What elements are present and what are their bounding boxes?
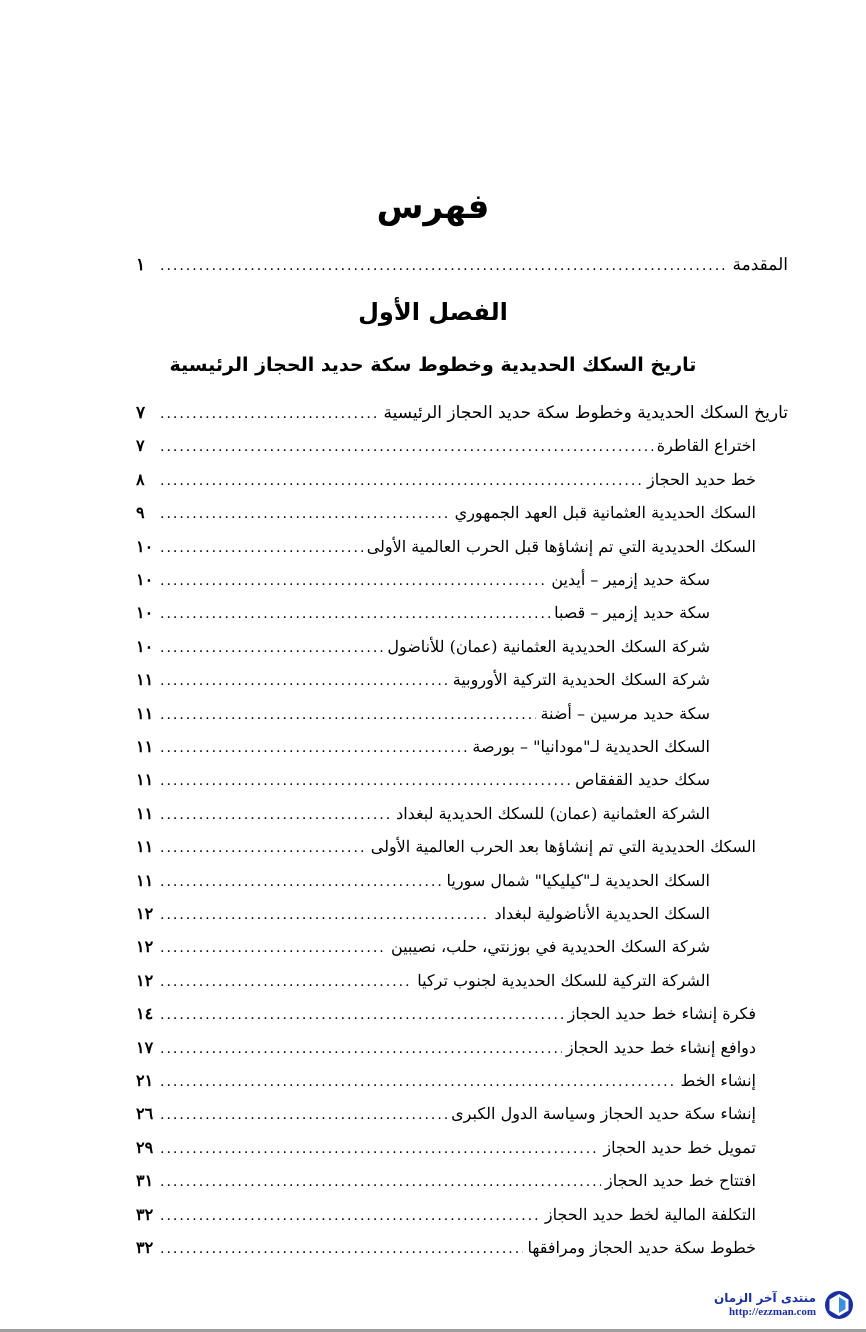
toc-dot-leader [160, 1100, 447, 1129]
toc-entry-page: ٨ [136, 470, 145, 489]
toc-entry-page: ١ [136, 255, 146, 275]
toc-entry-page: ٣٢ [136, 1238, 154, 1257]
toc-entry[interactable] [136, 1099, 756, 1129]
toc-entry-page: ٣٢ [136, 1205, 154, 1224]
toc-entry-page: ١٧ [136, 1038, 154, 1057]
toc-entry-label: شركة السكك الحديدية العثمانية (عمان) للأناضول [387, 637, 710, 656]
toc-dot-leader [160, 633, 383, 662]
toc-entry-label: افتتاح خط حديد الحجاز [604, 1171, 756, 1190]
toc-dot-leader [160, 1134, 599, 1163]
toc-entry-label: خطوط سكة حديد الحجاز ومرافقها [527, 1238, 756, 1257]
toc-entry-label: إنشاء الخط [680, 1071, 756, 1090]
toc-entry[interactable] [136, 498, 756, 528]
toc-entry-page: ١٢ [136, 937, 154, 956]
toc-entry-label: السكك الحديدية لـ"كيليكيا" شمال سوريا [446, 871, 710, 890]
toc-dot-leader [160, 1234, 523, 1263]
toc-dot-leader [160, 967, 413, 996]
toc-entry-label: السكك الحديدية العثمانية قبل العهد الجمهوري [454, 503, 756, 522]
toc-dot-leader [160, 499, 451, 528]
toc-entry-page: ١١ [136, 704, 154, 723]
toc-entry-label: الشركة التركية للسكك الحديدية لجنوب تركيا [417, 971, 710, 990]
toc-dot-leader [160, 466, 643, 495]
toc-entry[interactable] [136, 699, 710, 729]
watermark-name: منتدى آخر الزمان [714, 1291, 816, 1305]
toc-entry-label: السكك الحديدية الأناضولية لبغداد [494, 904, 710, 923]
toc-entry-page: ٩ [136, 503, 145, 522]
toc-dot-leader [160, 432, 653, 461]
toc-entry[interactable] [136, 632, 710, 662]
toc-entry-label: اختراع القاطرة [656, 436, 756, 455]
toc-entry[interactable] [136, 899, 710, 929]
toc-entry[interactable] [136, 665, 710, 695]
toc-entry[interactable] [136, 832, 756, 862]
toc-entry-page: ١٠ [136, 570, 154, 589]
toc-entry[interactable] [136, 1233, 756, 1263]
hexagon-logo-icon [824, 1290, 854, 1320]
toc-dot-leader [160, 251, 729, 280]
toc-entry[interactable] [136, 966, 710, 996]
toc-entry[interactable] [136, 1200, 756, 1230]
toc-entry-label: سكة حديد إزمير – قصبا [554, 603, 710, 622]
toc-entry-page: ١١ [136, 737, 154, 756]
toc-entry[interactable] [136, 999, 756, 1029]
toc-dot-leader [160, 533, 363, 562]
toc-entry-page: ١١ [136, 871, 154, 890]
toc-entry[interactable] [136, 732, 710, 762]
toc-dot-leader [160, 833, 367, 862]
toc-dot-leader [160, 1201, 541, 1230]
toc-entry-label: إنشاء سكة حديد الحجاز وسياسة الدول الكبرى [451, 1104, 756, 1123]
toc-entry[interactable] [136, 799, 710, 829]
toc-entry-page: ١٢ [136, 904, 154, 923]
toc-entry-label: خط حديد الحجاز [647, 470, 756, 489]
toc-entry-page: ٣١ [136, 1171, 154, 1190]
toc-entry-label: تمويل خط حديد الحجاز [603, 1138, 756, 1157]
toc-entry[interactable] [136, 765, 710, 795]
toc-entry-page: ١٤ [136, 1004, 154, 1023]
toc-entry[interactable] [136, 932, 710, 962]
toc-dot-leader [160, 900, 490, 929]
toc-entry-label: سكة حديد إزمير – أيدين [551, 570, 710, 589]
toc-entry[interactable] [136, 866, 710, 896]
toc-entry[interactable] [136, 1066, 756, 1096]
toc-entry-label: سكك حديد القفقاص [575, 770, 710, 789]
toc-dot-leader [160, 566, 547, 595]
toc-dot-leader [160, 1000, 564, 1029]
chapter-title: الفصل الأول [358, 298, 508, 326]
watermark-url[interactable]: http://ezzman.com [728, 1306, 816, 1318]
toc-dot-leader [160, 1067, 677, 1096]
chapter-subtitle: تاريخ السكك الحديدية وخطوط سكة حديد الحجاز الرئيسية [169, 354, 697, 376]
toc-entry-label: تاريخ السكك الحديدية وخطوط سكة حديد الحجاز الرئيسية [383, 403, 788, 423]
toc-entry[interactable] [136, 1033, 756, 1063]
toc-dot-leader [160, 766, 571, 795]
toc-entry[interactable] [136, 532, 756, 562]
toc-entry[interactable] [136, 565, 710, 595]
toc-entry-label: السكك الحديدية التي تم إنشاؤها قبل الحرب العالمية الأولى [366, 537, 756, 556]
toc-entry[interactable] [136, 1166, 756, 1196]
toc-dot-leader [160, 599, 550, 628]
toc-entry-page: ١١ [136, 837, 154, 856]
toc-entry-label: فكرة إنشاء خط حديد الحجاز [567, 1004, 756, 1023]
watermark [714, 1288, 854, 1322]
toc-entry-page: ١١ [136, 770, 154, 789]
toc-entry-page: ١٠ [136, 537, 154, 556]
toc-dot-leader [160, 666, 449, 695]
toc-entry-page: ٧ [136, 403, 146, 423]
page-title: فهرس [376, 187, 490, 227]
toc-entry-label: المقدمة [732, 255, 788, 275]
toc-entry-page: ١٠ [136, 637, 154, 656]
toc-entry[interactable] [136, 431, 756, 461]
toc-dot-leader [160, 933, 387, 962]
toc-entry-page: ١١ [136, 804, 154, 823]
toc-entry[interactable] [136, 398, 788, 428]
toc-entry-label: شركة السكك الحديدية في بوزنتي، حلب، نصيبين [390, 937, 710, 956]
toc-entry-label: الشركة العثمانية (عمان) للسكك الحديدية لبغداد [396, 804, 710, 823]
toc-dot-leader [160, 1167, 601, 1196]
toc-dot-leader [160, 1034, 562, 1063]
toc-entry[interactable] [136, 598, 710, 628]
toc-entry-label: شركة السكك الحديدية التركية الأوروبية [452, 670, 710, 689]
toc-dot-leader [160, 800, 392, 829]
toc-entry-label: السكك الحديدية لـ"مودانيا" – بورصة [472, 737, 710, 756]
toc-entry-page: ١١ [136, 670, 154, 689]
toc-entry[interactable] [136, 465, 756, 495]
toc-entry-page: ١٠ [136, 603, 154, 622]
toc-entry-label: دوافع إنشاء خط حديد الحجاز [565, 1038, 756, 1057]
toc-dot-leader [160, 700, 536, 729]
toc-dot-leader [160, 399, 379, 428]
toc-dot-leader [160, 733, 468, 762]
toc-entry-page: ٢٩ [136, 1138, 154, 1157]
toc-entry-intro[interactable] [136, 250, 788, 280]
toc-entry-page: ١٢ [136, 971, 154, 990]
toc-entry-page: ٢١ [136, 1071, 154, 1090]
toc-entry[interactable] [136, 1133, 756, 1163]
toc-entry-label: التكلفة المالية لخط حديد الحجاز [544, 1205, 756, 1224]
toc-entry-label: سكة حديد مرسين – أضنة [540, 704, 710, 723]
toc-dot-leader [160, 867, 443, 896]
toc-entry-page: ٧ [136, 436, 145, 455]
toc-entry-page: ٢٦ [136, 1104, 154, 1123]
toc-entry-label: السكك الحديدية التي تم إنشاؤها بعد الحرب العالمية الأولى [370, 837, 756, 856]
